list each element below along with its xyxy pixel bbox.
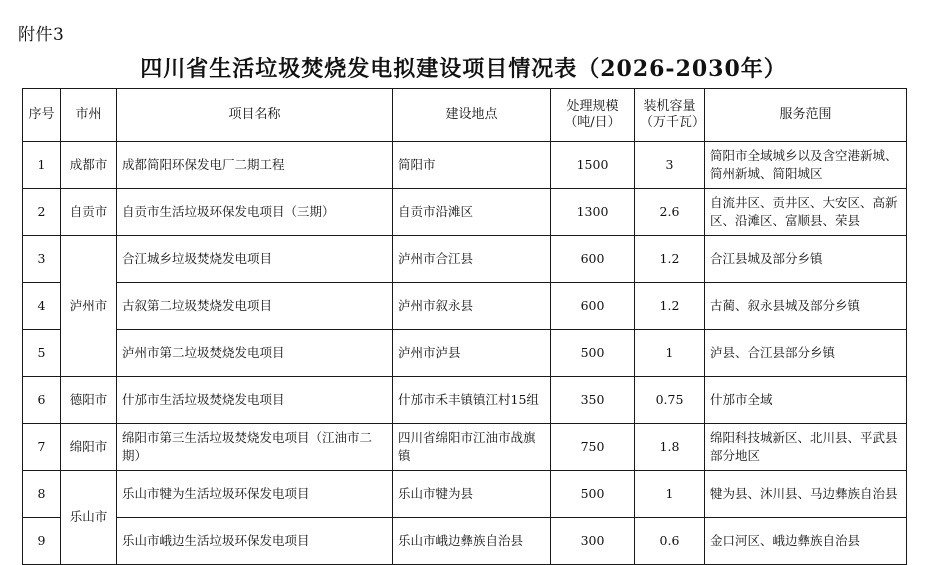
cell-scale: 500 (551, 330, 635, 377)
cell-site: 什邡市禾丰镇镇江村15组 (393, 377, 551, 424)
table-row (23, 236, 907, 283)
cell-service-range: 自流井区、贡井区、大安区、高新区、沿滩区、富顺县、荣县 (705, 189, 907, 236)
cell-scale: 750 (551, 424, 635, 471)
header-capacity-line2: （万千瓦） (640, 115, 706, 130)
cell-index: 3 (23, 236, 61, 283)
table-row (23, 330, 907, 377)
cell-city: 成都市 (61, 142, 117, 189)
cell-site: 四川省绵阳市江油市战旗镇 (393, 424, 551, 471)
table-row (23, 189, 907, 236)
header-name: 项目名称 (117, 89, 393, 142)
cell-project-name: 乐山市峨边生活垃圾环保发电项目 (117, 518, 393, 565)
cell-scale: 600 (551, 283, 635, 330)
header-index: 序号 (23, 89, 61, 142)
header-scale-line2: （吨/日） (564, 115, 621, 130)
cell-service-range: 泸县、合江县部分乡镇 (705, 330, 907, 377)
cell-capacity: 0.6 (635, 518, 705, 565)
cell-index: 1 (23, 142, 61, 189)
cell-project-name: 绵阳市第三生活垃圾焚烧发电项目（江油市二期） (117, 424, 393, 471)
cell-project-name: 什邡市生活垃圾焚烧发电项目 (117, 377, 393, 424)
cell-capacity: 1 (635, 330, 705, 377)
header-site: 建设地点 (393, 89, 551, 142)
cell-project-name: 泸州市第二垃圾焚烧发电项目 (117, 330, 393, 377)
cell-site: 乐山市犍为县 (393, 471, 551, 518)
header-capacity-line1: 装机容量 (643, 98, 696, 114)
cell-site: 自贡市沿滩区 (393, 189, 551, 236)
table-row (23, 471, 907, 518)
header-range: 服务范围 (705, 89, 907, 142)
table-body (23, 142, 907, 565)
cell-site: 乐山市峨边彝族自治县 (393, 518, 551, 565)
cell-service-range: 犍为县、沐川县、马边彝族自治县 (705, 471, 907, 518)
cell-site: 泸州市合江县 (393, 236, 551, 283)
cell-index: 7 (23, 424, 61, 471)
cell-scale: 1300 (551, 189, 635, 236)
projects-table (22, 88, 907, 565)
cell-project-name: 成都简阳环保发电厂二期工程 (117, 142, 393, 189)
cell-scale: 1500 (551, 142, 635, 189)
cell-site: 泸州市叙永县 (393, 283, 551, 330)
table-row (23, 142, 907, 189)
header-city: 市州 (61, 89, 117, 142)
cell-capacity: 3 (635, 142, 705, 189)
cell-city: 乐山市 (61, 471, 117, 565)
cell-scale: 350 (551, 377, 635, 424)
cell-capacity: 1 (635, 471, 705, 518)
cell-project-name: 乐山市犍为生活垃圾环保发电项目 (117, 471, 393, 518)
cell-site: 泸州市泸县 (393, 330, 551, 377)
cell-capacity: 1.8 (635, 424, 705, 471)
cell-capacity: 0.75 (635, 377, 705, 424)
cell-service-range: 古蔺、叙永县城及部分乡镇 (705, 283, 907, 330)
cell-project-name: 合江城乡垃圾焚烧发电项目 (117, 236, 393, 283)
cell-index: 5 (23, 330, 61, 377)
header-capacity (635, 89, 705, 142)
cell-capacity: 2.6 (635, 189, 705, 236)
cell-service-range: 简阳市全域城乡以及含空港新城、简州新城、简阳城区 (705, 142, 907, 189)
cell-project-name: 古叙第二垃圾焚烧发电项目 (117, 283, 393, 330)
table-row (23, 518, 907, 565)
cell-city: 自贡市 (61, 189, 117, 236)
cell-scale: 600 (551, 236, 635, 283)
table-row (23, 283, 907, 330)
attachment-label: 附件3 (18, 25, 65, 45)
table-header-row (23, 89, 907, 142)
cell-city: 泸州市 (61, 236, 117, 377)
cell-project-name: 自贡市生活垃圾环保发电项目（三期） (117, 189, 393, 236)
header-scale-line1: 处理规模 (566, 98, 619, 114)
cell-service-range: 绵阳科技城新区、北川县、平武县部分地区 (705, 424, 907, 471)
cell-index: 2 (23, 189, 61, 236)
cell-service-range: 合江县城及部分乡镇 (705, 236, 907, 283)
cell-index: 9 (23, 518, 61, 565)
cell-capacity: 1.2 (635, 283, 705, 330)
cell-index: 6 (23, 377, 61, 424)
cell-scale: 300 (551, 518, 635, 565)
cell-index: 4 (23, 283, 61, 330)
cell-scale: 500 (551, 471, 635, 518)
cell-capacity: 1.2 (635, 236, 705, 283)
cell-city: 德阳市 (61, 377, 117, 424)
cell-index: 8 (23, 471, 61, 518)
cell-service-range: 什邡市全域 (705, 377, 907, 424)
header-scale (551, 89, 635, 142)
cell-site: 简阳市 (393, 142, 551, 189)
table-row (23, 424, 907, 471)
cell-city: 绵阳市 (61, 424, 117, 471)
page-title: 四川省生活垃圾焚烧发电拟建设项目情况表（2026-2030年） (140, 56, 787, 82)
cell-service-range: 金口河区、峨边彝族自治县 (705, 518, 907, 565)
table-row (23, 377, 907, 424)
